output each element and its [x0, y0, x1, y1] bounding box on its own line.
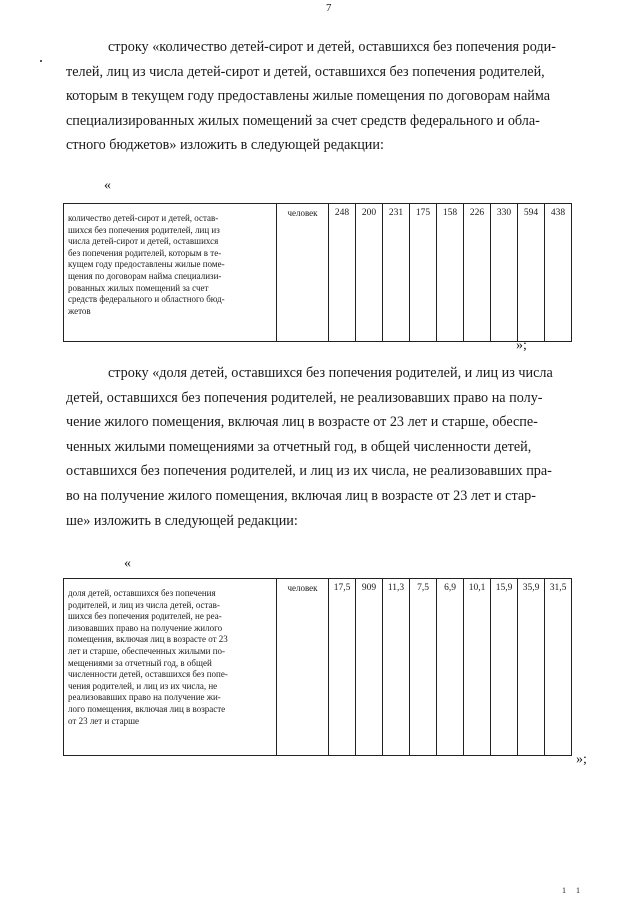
label-line: без попечения родителей, которым в те- — [68, 247, 222, 258]
value-cell: 7,5 — [410, 579, 437, 756]
value-cell: 226 — [464, 204, 491, 342]
label-line: числа детей-сирот и детей, оставшихся — [68, 236, 219, 247]
paragraph-1-line: специализированных жилых помещений за счет средств федерального и обла- — [66, 112, 540, 129]
label-line: лизовавших право на получение жилого — [68, 622, 223, 633]
paragraph-2-line: ше» изложить в следующей редакции: — [66, 512, 298, 529]
page-number: 7 — [326, 2, 332, 14]
paragraph-2-line: во на получение жилого помещения, включая лиц в возрасте от 23 лет и стар- — [66, 487, 536, 504]
indicator-label-cell — [64, 579, 277, 756]
table-row — [64, 579, 572, 756]
value-cell: 15,9 — [491, 579, 518, 756]
opening-quote-2: « — [124, 556, 131, 571]
paragraph-1-line: стного бюджетов» изложить в следующей редакции: — [66, 137, 384, 154]
paragraph-1-line: строку «количество детей-сирот и детей, оставшихся без попечения роди- — [108, 39, 556, 55]
paragraph-2-line: оставшихся без попечения родителей, и лиц из их числа, не реализовавших пра- — [66, 463, 552, 480]
label-line: лет и старше, обеспеченных жилыми по- — [68, 645, 226, 656]
paragraph-2-line: чение жилого помещения, включая лиц в возрасте от 23 лет и старше, обеспе- — [66, 414, 538, 431]
closing-quote-2: »; — [576, 752, 587, 767]
label-line: средств федерального и областного бюд- — [68, 294, 225, 305]
paragraph-2 — [66, 361, 598, 533]
label-line: чения родителей, и лиц из их числа, не — [68, 680, 218, 691]
corner-mark: 1 1 — [562, 886, 584, 895]
value-cell: 31,5 — [545, 579, 572, 756]
paragraph-2-line: ченных жилыми помещениями за отчетный год, в общей численности детей, — [66, 438, 532, 455]
label-line: жетов — [68, 305, 91, 316]
label-line: доля детей, оставшихся без попечения — [68, 588, 216, 598]
value-cell: 17,5 — [329, 579, 356, 756]
value-cell: 200 — [356, 204, 383, 342]
value-cell: 158 — [437, 204, 464, 342]
opening-quote-1: « — [104, 178, 111, 193]
value-cell: 35,9 — [518, 579, 545, 756]
paragraph-1-line: телей, лиц из числа детей-сирот и детей, оставшихся без попечения родителей, — [66, 63, 545, 80]
label-line: от 23 лет и старше — [68, 715, 140, 726]
value-cell: 175 — [410, 204, 437, 342]
scan-speck — [40, 60, 42, 62]
value-cell: 330 — [491, 204, 518, 342]
value-cell: 248 — [329, 204, 356, 342]
label-line: шихся без попечения родителей, не реа- — [68, 611, 222, 622]
unit-cell: человек — [277, 204, 329, 342]
value-cell: 909 — [356, 579, 383, 756]
unit-cell: человек — [277, 579, 329, 756]
value-cell: 6,9 — [437, 579, 464, 756]
label-line: помещения, включая лиц в возрасте от 23 — [68, 634, 228, 645]
label-line: реализовавших право на получение жи- — [68, 692, 221, 703]
label-line: родителей, и лиц из числа детей, остав- — [68, 599, 220, 610]
label-line: количество детей-сирот и детей, остав- — [68, 213, 219, 223]
value-cell: 231 — [383, 204, 410, 342]
indicator-table-1 — [63, 203, 572, 342]
label-line: рованных жилых помещений за счет — [68, 282, 209, 293]
paragraph-1 — [66, 35, 598, 158]
value-cell: 11,3 — [383, 579, 410, 756]
indicator-table-2 — [63, 578, 572, 756]
label-line: численности детей, оставшихся без попе- — [68, 669, 228, 680]
label-line: шихся без попечения родителей, лиц из — [68, 224, 220, 235]
label-line: мещениями за отчетный год, в общей — [68, 657, 212, 668]
value-cell: 594 — [518, 204, 545, 342]
paragraph-2-line: строку «доля детей, оставшихся без попечения родителей, и лиц из числа — [108, 365, 553, 381]
label-line: щения по договорам найма специализи- — [68, 270, 222, 281]
value-cell: 438 — [545, 204, 572, 342]
closing-quote-1: »; — [516, 338, 527, 353]
paragraph-2-line: детей, оставшихся без попечения родителей, не реализовавших право на полу- — [66, 389, 543, 406]
paragraph-1-line: которым в текущем году предоставлены жилые помещения по договорам найма — [66, 88, 551, 105]
label-line: лого помещения, включая лиц в возрасте — [68, 703, 226, 714]
indicator-label-cell — [64, 204, 277, 342]
table-row — [64, 204, 572, 342]
value-cell: 10,1 — [464, 579, 491, 756]
label-line: кущем году предоставлены жилые поме- — [68, 259, 225, 270]
